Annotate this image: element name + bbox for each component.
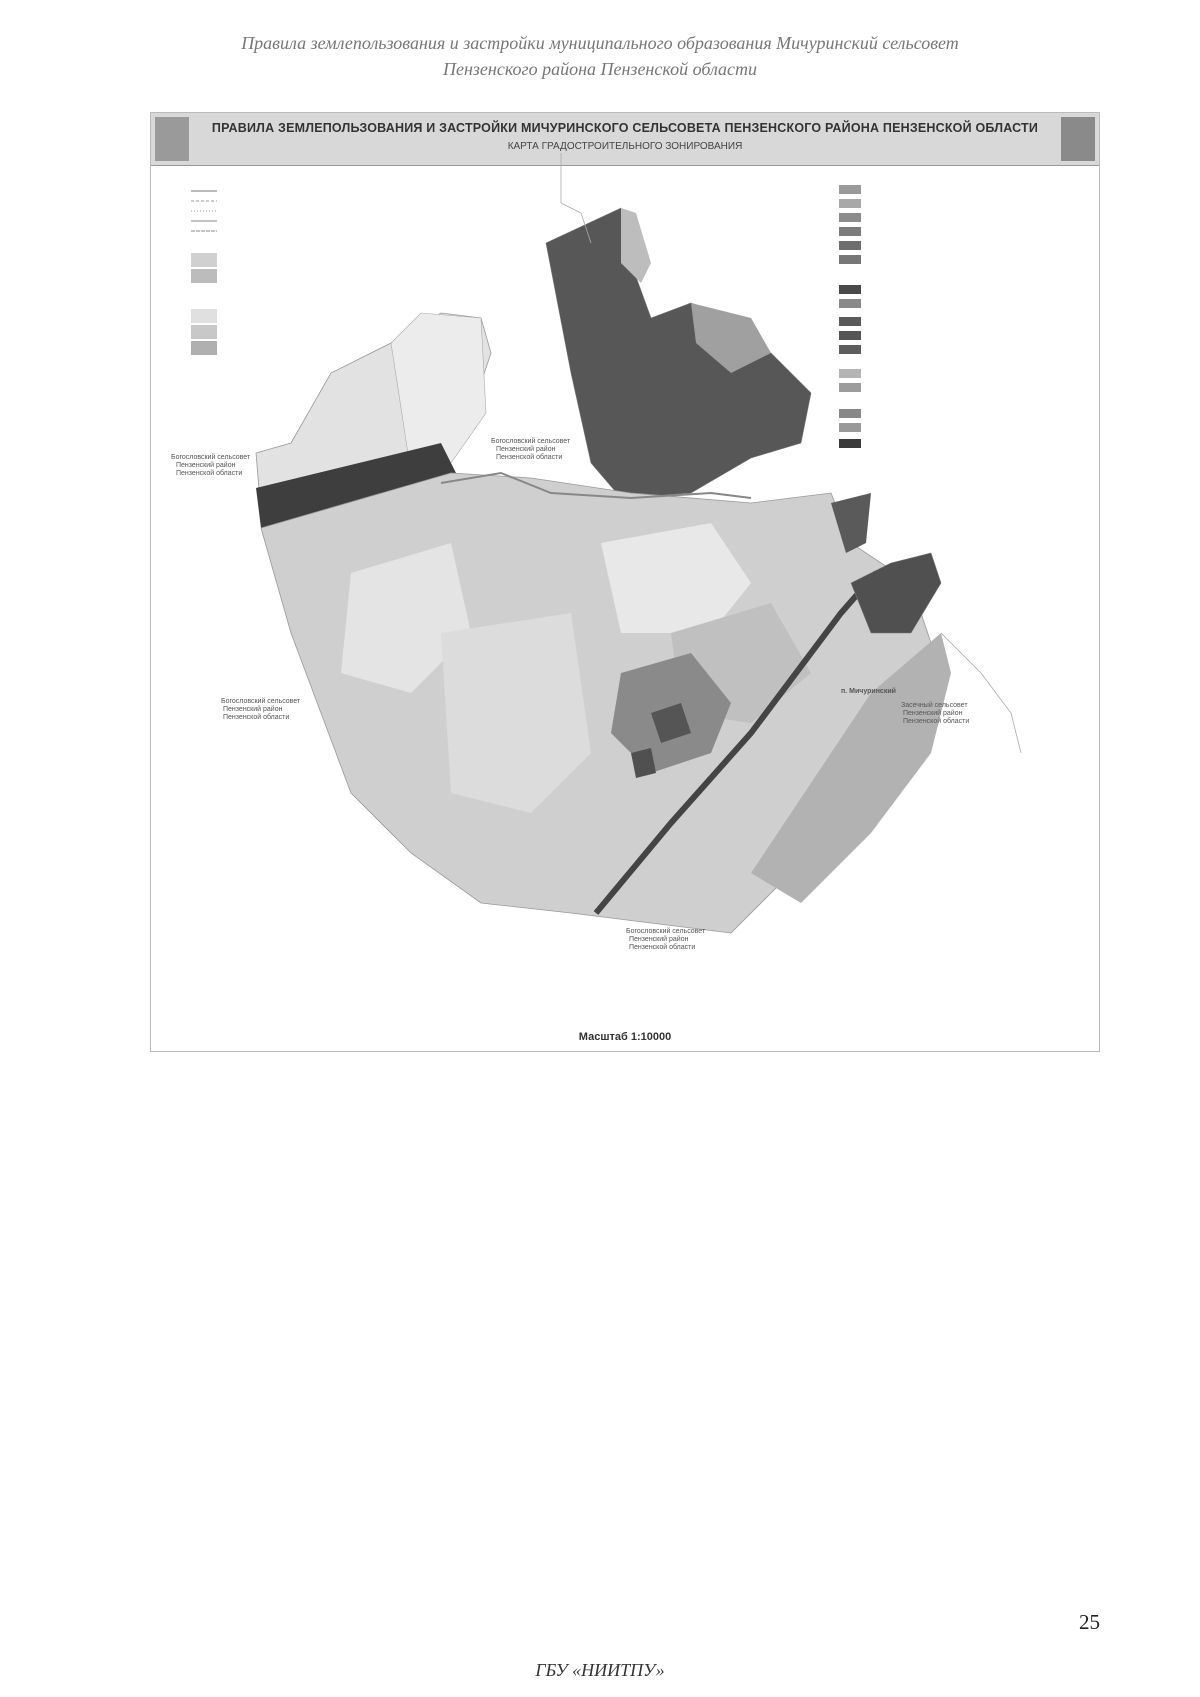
page-number: 25 (1079, 1610, 1100, 1634)
page-footer: ГБУ «НИИТПУ» (535, 1660, 665, 1680)
label-east-1: Засечный сельсовет (901, 702, 968, 709)
label-north-1: Богословский сельсовет (491, 438, 571, 445)
label-north-3: Пензенской области (496, 454, 563, 461)
running-header (0, 30, 1200, 82)
label-south-1: Богословский сельсовет (626, 928, 706, 935)
map-subtitle: КАРТА ГРАДОСТРОИТЕЛЬНОГО ЗОНИРОВАНИЯ (507, 141, 743, 152)
label-west-2: Пензенский район (176, 462, 236, 469)
settlement-label: п. Мичуринский (841, 688, 896, 695)
label-west-3: Пензенской области (176, 470, 243, 477)
map-title: ПРАВИЛА ЗЕМЛЕПОЛЬЗОВАНИЯ И ЗАСТРОЙКИ МИЧУРИНСКОГО СЕЛЬСОВЕТА ПЕНЗЕНСКОГО РАЙОНА ПЕНЗЕНСКОЙ ОБЛАСТИ (211, 121, 1039, 135)
header-line-2: Пензенского района Пензенской области (442, 59, 758, 79)
map-sheet (150, 112, 1100, 1052)
territory (256, 153, 1021, 933)
label-south-2: Пензенский район (629, 936, 689, 943)
label-east-2: Пензенский район (903, 710, 963, 717)
header-line-1: Правила землепользования и застройки муниципального образования Мичуринский сельсовет (241, 33, 959, 53)
label-south-3: Пензенской области (629, 944, 696, 951)
zoning-map (151, 113, 1099, 1051)
legend-left (191, 191, 217, 355)
label-east-3: Пензенской области (903, 718, 970, 725)
legend-right (839, 185, 861, 448)
label-north-2: Пензенский район (496, 446, 556, 453)
label-southwest-3: Пензенской области (223, 714, 290, 721)
label-southwest-1: Богословский сельсовет (221, 698, 301, 705)
label-southwest-2: Пензенский район (223, 706, 283, 713)
label-west-1: Богословский сельсовет (171, 454, 251, 461)
map-scale: Масштаб 1:10000 (578, 1031, 672, 1043)
